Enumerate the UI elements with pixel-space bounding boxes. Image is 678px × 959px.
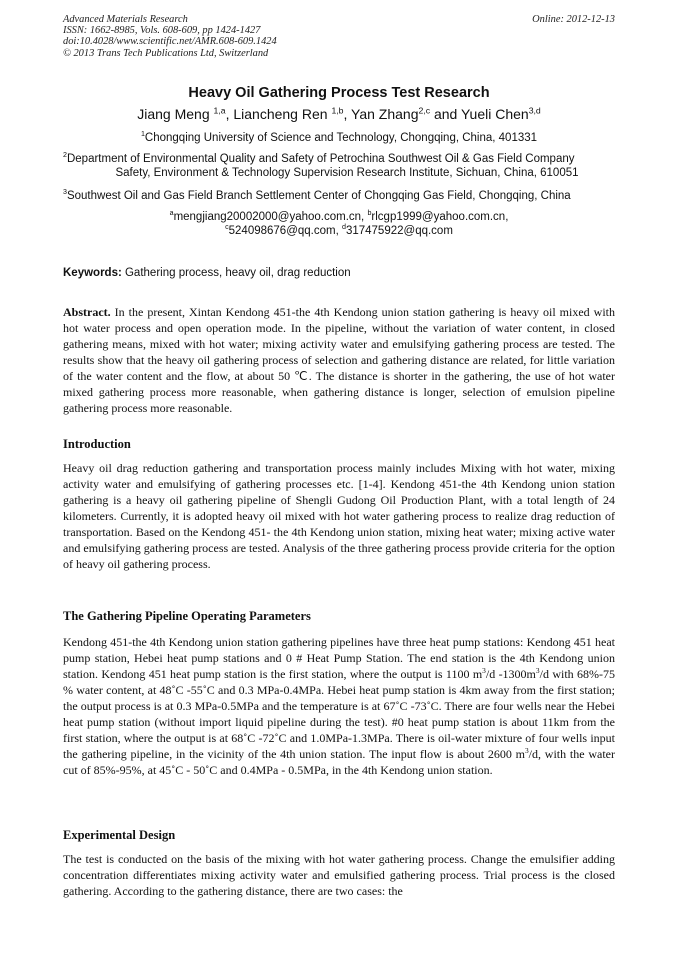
affiliation-text: Southwest Oil and Gas Field Branch Settlement Center of Chongqing Gas Field, Chongqing, China xyxy=(66,190,571,202)
pipeline-text-part: /d -1300m xyxy=(485,667,536,681)
author-sup: 3,d xyxy=(528,105,541,116)
author-separator: and xyxy=(430,106,461,122)
email-list xyxy=(0,210,678,238)
unit-sup: 3 xyxy=(535,666,540,675)
section-heading-introduction: Introduction xyxy=(63,437,131,451)
affiliation-text: Safety, Environment & Technology Supervision Research Institute, Sichuan, China, 610051 xyxy=(115,167,579,179)
email-link[interactable]: rlcgp1999@yahoo.com.cn, xyxy=(371,211,509,223)
affiliation-text: Chongqing University of Science and Technology, Chongqing, China, 401331 xyxy=(144,132,538,144)
abstract xyxy=(63,304,615,416)
journal-name: Advanced Materials Research xyxy=(63,14,188,25)
email-sup: a xyxy=(169,209,174,218)
author-sup: 1,b xyxy=(331,105,344,116)
email-link[interactable]: mengjiang20002000@yahoo.com.cn, xyxy=(173,211,368,223)
affiliation-num: 2 xyxy=(63,151,67,160)
doi-line: doi:10.4028/www.scientific.net/AMR.608-609.1424 xyxy=(63,36,277,48)
author-list xyxy=(0,106,678,122)
affiliation-2 xyxy=(63,152,623,180)
author-sup: 1,a xyxy=(213,105,226,116)
author-name: Yan Zhang xyxy=(351,106,419,122)
pipeline-text-part: /d with 68%-75 % water content, at 48˚C -55˚C and 0.3 MPa-0.4MPa. Hebei heat pump station is 4km away from the first station; the output process is at 0.3 MPa-0.5MPa and the temperature is at 67˚C -73˚C. There are four wells near the Hebei heat pump station (without import liquid pipeline during the test). #0 heat pump station is about 11km from the first station, where the output is at 68˚C -72˚C and 1.0MPa-1.3MPa. There is oil-water mixture of four wells input the gathering pipeline, in the vicinity of the 4th union station. The input flow is about 2600 m xyxy=(63,667,615,761)
keywords-text: Gathering process, heavy oil, drag reduction xyxy=(121,267,351,279)
introduction-text: Heavy oil drag reduction gathering and transportation process mainly includes Mixing with hot water, mixing activity water and emulsifying of gathering processes etc. [1-4]. Kendong 451-the 4th Kendong union station gathering is a heavy oil gathering pipeline of Shengli Gudong Oil Production Plant, with a total length of 24 kilometers. Currently, it is adopted heavy oil mixed with hot water gathering process to realize drag reduction of transportation. Based on the Kendong 451- the 4th Kendong union station, mixing heat water; mixing active water and emulsifying gathering process are tested. Analysis of the three gathering process provide criteria for the option of heavy oil gathering process. xyxy=(63,461,615,571)
affiliation-text: Department of Environmental Quality and Safety of Petrochina Southwest Oil & Gas Field Company xyxy=(66,153,575,165)
author-separator: , xyxy=(343,106,352,122)
email-sup: b xyxy=(367,209,372,218)
email-sup: d xyxy=(341,223,346,232)
author-separator: , xyxy=(225,106,234,122)
unit-sup: 3 xyxy=(524,746,529,755)
pipeline-text xyxy=(63,634,615,778)
section-heading-experimental: Experimental Design xyxy=(63,828,176,842)
author-name: Liancheng Ren xyxy=(233,106,328,122)
section-heading-pipeline: The Gathering Pipeline Operating Parameters xyxy=(63,609,311,623)
email-sup: c xyxy=(225,223,229,232)
affiliation-num: 1 xyxy=(140,130,145,139)
online-date: Online: 2012-12-13 xyxy=(532,14,615,25)
pipeline-text-part: /d, with the water cut of 85%-95%, at 45˚C - 50˚C and 0.4MPa - 0.5MPa, in the 4th Kendong union station. xyxy=(63,747,615,777)
journal-header xyxy=(63,14,615,59)
abstract-text: In the present, Xintan Kendong 451-the 4th Kendong union station gathering is heavy oil mixed with hot water process and open operation mode. In the pipeline, without the variation of water content, in closed gathering means, mixed with hot water; mixing activity water and emulsifying gathering process are tested. The results show that the heavy oil gathering process of selection and gathering distance are related, for little variation of the water content and the flow, at about 50 ℃. The distance is shorter in the gathering, the use of hot water mixed gathering process more reasonable, when gathering distance is longer, selection of emulsion pipeline gathering process more reasonable. xyxy=(63,305,615,415)
keywords xyxy=(63,267,615,279)
author-name: Yueli Chen xyxy=(460,106,529,122)
affiliation-3 xyxy=(63,189,623,203)
affiliation-1 xyxy=(0,131,678,145)
author-sup: 2,c xyxy=(418,105,431,116)
issn-line: ISSN: 1662-8985, Vols. 608-609, pp 1424-1427 xyxy=(63,25,261,37)
paper-title: Heavy Oil Gathering Process Test Research xyxy=(188,85,490,101)
pipeline-text-part: Kendong 451-the 4th Kendong union station gathering pipelines have three heat pump stations: Kendong 451 heat pump station, Hebei heat pump stations and 0 # Heat Pump Station. The end station is the 4th Kendong union station. Kendong 451 heat pump station is the first station, where the output is 1100 m xyxy=(63,635,615,681)
abstract-label: Abstract. xyxy=(63,305,111,319)
email-link[interactable]: 524098676@qq.com, xyxy=(228,225,342,237)
copyright-line: © 2013 Trans Tech Publications Ltd, Switzerland xyxy=(63,47,269,59)
author-name: Jiang Meng xyxy=(137,106,210,122)
email-link[interactable]: 317475922@qq.com xyxy=(345,225,453,237)
affiliation-num: 3 xyxy=(63,188,67,197)
experimental-text: The test is conducted on the basis of the mixing with hot water gathering process. Change the emulsifier adding concentration differentiates mixing activity water and emulsified gathering process. Trial process is the closed gathering. According to the gathering distance, there are two cases: the xyxy=(63,852,615,898)
keywords-label: Keywords: xyxy=(63,267,122,279)
unit-sup: 3 xyxy=(482,666,486,675)
